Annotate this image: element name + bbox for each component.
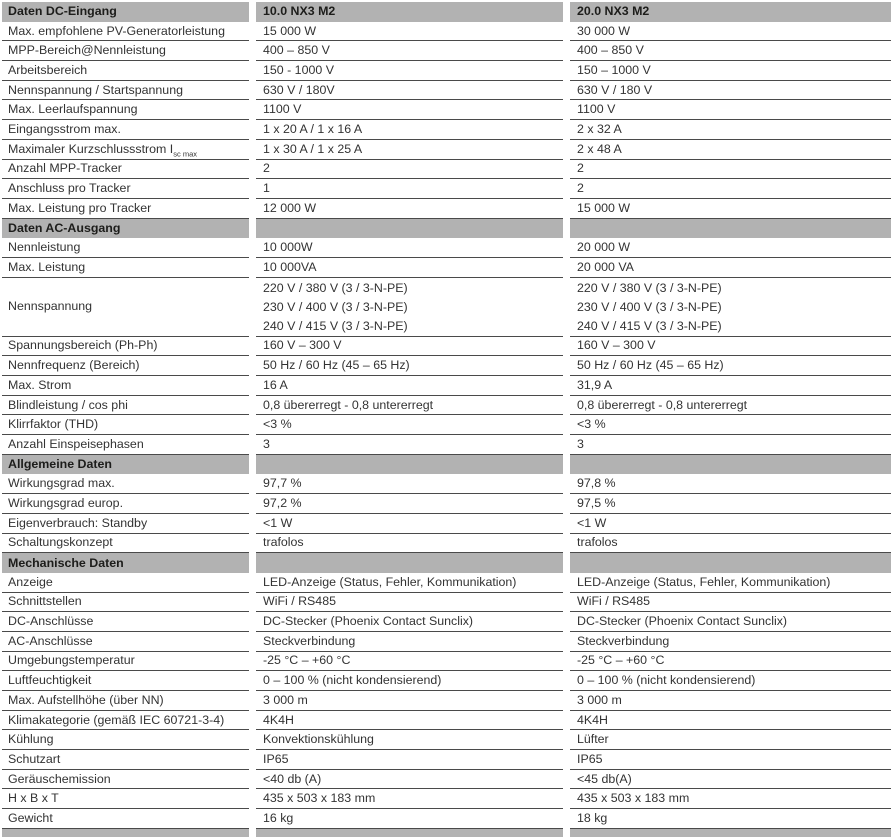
spec-value-cell: 16 A (256, 376, 563, 396)
spec-value-cell: 630 V / 180V (256, 81, 563, 101)
spec-label-cell (2, 140, 249, 160)
spec-value-cell: 97,2 % (256, 494, 563, 514)
spec-label-cell (2, 652, 249, 672)
spec-value-line: 220 V / 380 V (3 / 3-N-PE) (263, 280, 408, 295)
spec-label-text: Nennfrequenz (Bereich) (8, 358, 140, 373)
spec-value-cell: 0,8 übererregt - 0,8 untererregt (256, 396, 563, 416)
spec-value-cell (256, 278, 563, 337)
spec-label-text: Schaltungskonzept (8, 535, 113, 550)
spec-value-cell: <3 % (570, 415, 891, 435)
spec-value-cell: 3 000 m (570, 691, 891, 711)
spec-value-cell: 2 (256, 160, 563, 180)
spec-label-cell (2, 179, 249, 199)
spec-label-cell (2, 22, 249, 42)
spec-value-line: 220 V / 380 V (3 / 3-N-PE) (577, 280, 722, 295)
spec-value-cell: 97,5 % (570, 494, 891, 514)
spec-value-cell: <40 db (A) (256, 770, 563, 790)
spec-value-cell: <1 W (570, 514, 891, 534)
spec-value-cell: 15 000 W (570, 199, 891, 219)
spec-value-cell: IP65 (256, 750, 563, 770)
spec-value-cell: 1100 V (570, 100, 891, 120)
spec-label-cell (2, 415, 249, 435)
spec-label-text: Max. Leistung (8, 259, 86, 274)
spec-label-cell (2, 494, 249, 514)
spec-value-cell: 30 000 W (570, 22, 891, 42)
section-header-cell: Daten DC-Eingang (2, 2, 249, 22)
section-header-cell: Allgemeine Daten (2, 455, 249, 475)
spec-value-cell: 400 – 850 V (570, 41, 891, 61)
spec-value-cell: LED-Anzeige (Status, Fehler, Kommunikation) (256, 573, 563, 593)
spec-value-cell: 10 000VA (256, 258, 563, 278)
spec-value-cell: 1 (256, 179, 563, 199)
spec-label-text: H x B x T (8, 791, 59, 806)
spec-label-cell (2, 356, 249, 376)
footer-section-band (2, 829, 249, 837)
spec-value-cell: 2 (570, 160, 891, 180)
spec-value-cell: LED-Anzeige (Status, Fehler, Kommunikation) (570, 573, 891, 593)
spec-label-text: Anzeige (8, 574, 53, 589)
column-title-cell: 10.0 NX3 M2 (256, 2, 563, 22)
spec-label-text: Eigenverbrauch: Standby (8, 515, 148, 530)
spec-label-text: Anzahl Einspeisephasen (8, 436, 144, 451)
spec-label-text: Max. Aufstellhöhe (über NN) (8, 692, 164, 707)
spec-label-text: Klimakategorie (gemäß IEC 60721-3-4) (8, 712, 225, 727)
spec-label-text: Max. Leerlaufspannung (8, 102, 138, 117)
spec-value-cell: 435 x 503 x 183 mm (570, 789, 891, 809)
spec-label-cell (2, 278, 249, 337)
spec-label-cell (2, 711, 249, 731)
spec-value-cell: 1 x 30 A / 1 x 25 A (256, 140, 563, 160)
spec-value-cell: 16 kg (256, 809, 563, 829)
spec-value-cell: 3 (256, 435, 563, 455)
spec-label-text: Anschluss pro Tracker (8, 181, 131, 196)
spec-label-cell (2, 160, 249, 180)
spec-value-cell: 97,7 % (256, 474, 563, 494)
spec-label-text: Maximaler Kurzschlussstrom $I_{sc max}$ (8, 141, 198, 159)
spec-value-cell: <3 % (256, 415, 563, 435)
spec-label-cell (2, 120, 249, 140)
spec-value-line: 230 V / 400 V (3 / 3-N-PE) (263, 299, 408, 314)
section-header-spacer-cell (256, 553, 563, 573)
spec-value-cell: DC-Stecker (Phoenix Contact Sunclix) (570, 612, 891, 632)
spec-label-text: Wirkungsgrad europ. (8, 495, 124, 510)
spec-label-cell (2, 789, 249, 809)
spec-label-text: Kühlung (8, 732, 54, 747)
spec-label-cell (2, 258, 249, 278)
spec-label-text: Geräuschemission (8, 771, 111, 786)
spec-label-cell (2, 809, 249, 829)
spec-value-cell: 50 Hz / 60 Hz (45 – 65 Hz) (570, 356, 891, 376)
spec-label-cell (2, 100, 249, 120)
spec-value-cell: DC-Stecker (Phoenix Contact Sunclix) (256, 612, 563, 632)
spec-value-cell: 1100 V (256, 100, 563, 120)
spec-value-line: 230 V / 400 V (3 / 3-N-PE) (577, 299, 722, 314)
spec-value-cell (570, 278, 891, 337)
spec-label-text: Anzahl MPP-Tracker (8, 161, 122, 176)
spec-value-cell: 18 kg (570, 809, 891, 829)
spec-label-text: Max. empfohlene PV-Generatorleistung (8, 23, 225, 38)
footer-section-band (570, 829, 891, 837)
spec-value-cell: Steckverbindung (256, 632, 563, 652)
spec-label-text: Klirrfaktor (THD) (8, 417, 99, 432)
spec-label-cell (2, 514, 249, 534)
spec-value-cell: 150 - 1000 V (256, 61, 563, 81)
spec-label-cell (2, 593, 249, 613)
section-header-spacer-cell (256, 455, 563, 475)
spec-label-text: AC-Anschlüsse (8, 633, 93, 648)
spec-label-subscript: sc max (173, 149, 198, 159)
spec-value-cell: 4K4H (570, 711, 891, 731)
spec-label-cell (2, 238, 249, 258)
footer-section-band (256, 829, 563, 837)
spec-label-text: Nennspannung / Startspannung (8, 82, 183, 97)
spec-label-text: Gewicht (8, 810, 53, 825)
spec-table (2, 2, 891, 837)
spec-label-text: Wirkungsgrad max. (8, 476, 115, 491)
spec-value-cell: 10 000W (256, 238, 563, 258)
spec-value-cell: 150 – 1000 V (570, 61, 891, 81)
spec-label-cell (2, 435, 249, 455)
section-header-spacer-cell (570, 455, 891, 475)
spec-value-cell: 20 000 VA (570, 258, 891, 278)
spec-value-cell: trafolos (570, 534, 891, 554)
spec-label-text: Schutzart (8, 751, 61, 766)
spec-label-text: Max. Leistung pro Tracker (8, 200, 152, 215)
column-title-cell: 20.0 NX3 M2 (570, 2, 891, 22)
spec-label-cell (2, 41, 249, 61)
section-header-spacer-cell (570, 219, 891, 239)
spec-value-cell: 12 000 W (256, 199, 563, 219)
spec-label-cell (2, 376, 249, 396)
spec-label-text: Arbeitsbereich (8, 62, 88, 77)
spec-value-cell: 15 000 W (256, 22, 563, 42)
spec-label-cell (2, 573, 249, 593)
spec-label-text: Max. Strom (8, 377, 72, 392)
spec-label-cell (2, 730, 249, 750)
spec-value-cell: 160 V – 300 V (570, 337, 891, 357)
spec-value-cell: WiFi / RS485 (256, 593, 563, 613)
spec-label-text: Nennleistung (8, 240, 81, 255)
spec-value-cell: <1 W (256, 514, 563, 534)
spec-label-cell (2, 770, 249, 790)
spec-label-cell (2, 61, 249, 81)
spec-value-cell: 50 Hz / 60 Hz (45 – 65 Hz) (256, 356, 563, 376)
spec-label-text: Schnittstellen (8, 594, 82, 609)
spec-value-cell: <45 db(A) (570, 770, 891, 790)
spec-value-cell: 435 x 503 x 183 mm (256, 789, 563, 809)
spec-value-cell: Lüfter (570, 730, 891, 750)
spec-label-cell (2, 691, 249, 711)
spec-value-cell: -25 °C – +60 °C (570, 652, 891, 672)
spec-label-cell (2, 81, 249, 101)
spec-value-cell: 630 V / 180 V (570, 81, 891, 101)
spec-value-cell: 0 – 100 % (nicht kondensierend) (256, 671, 563, 691)
spec-label-cell (2, 396, 249, 416)
spec-value-cell: IP65 (570, 750, 891, 770)
spec-value-cell: Steckverbindung (570, 632, 891, 652)
section-header-cell: Daten AC-Ausgang (2, 219, 249, 239)
spec-label-cell (2, 474, 249, 494)
spec-value-cell: 0,8 übererregt - 0,8 untererregt (570, 396, 891, 416)
spec-value-cell: 31,9 A (570, 376, 891, 396)
spec-value-line: 240 V / 415 V (3 / 3-N-PE) (577, 319, 722, 334)
spec-value-cell: Konvektionskühlung (256, 730, 563, 750)
spec-label-cell (2, 612, 249, 632)
spec-label-cell (2, 632, 249, 652)
spec-value-cell: 20 000 W (570, 238, 891, 258)
spec-value-cell: 160 V – 300 V (256, 337, 563, 357)
spec-label-text: Eingangsstrom max. (8, 121, 121, 136)
spec-value-cell: 3 000 m (256, 691, 563, 711)
spec-label-cell (2, 750, 249, 770)
spec-value-cell: trafolos (256, 534, 563, 554)
spec-value-cell: 2 (570, 179, 891, 199)
spec-value-cell: 1 x 20 A / 1 x 16 A (256, 120, 563, 140)
spec-label-text: Umgebungstemperatur (8, 653, 135, 668)
spec-value-cell: 3 (570, 435, 891, 455)
spec-label-text: MPP-Bereich@Nennleistung (8, 43, 166, 58)
spec-label-text: Spannungsbereich (Ph-Ph) (8, 338, 158, 353)
spec-label-cell (2, 671, 249, 691)
section-header-spacer-cell (570, 553, 891, 573)
spec-value-cell: 400 – 850 V (256, 41, 563, 61)
spec-value-cell: 2 x 32 A (570, 120, 891, 140)
spec-value-cell: 2 x 48 A (570, 140, 891, 160)
spec-label-text: Blindleistung / cos phi (8, 397, 128, 412)
section-header-spacer-cell (256, 219, 563, 239)
spec-label-text: Nennspannung (8, 299, 93, 314)
spec-label-text: DC-Anschlüsse (8, 614, 94, 629)
spec-label-text: Luftfeuchtigkeit (8, 673, 92, 688)
spec-value-cell: 97,8 % (570, 474, 891, 494)
spec-value-cell: -25 °C – +60 °C (256, 652, 563, 672)
spec-value-cell: 0 – 100 % (nicht kondensierend) (570, 671, 891, 691)
spec-label-cell (2, 534, 249, 554)
spec-value-cell: WiFi / RS485 (570, 593, 891, 613)
spec-label-cell (2, 337, 249, 357)
spec-label-cell (2, 199, 249, 219)
spec-value-line: 240 V / 415 V (3 / 3-N-PE) (263, 319, 408, 334)
section-header-cell: Mechanische Daten (2, 553, 249, 573)
spec-value-cell: 4K4H (256, 711, 563, 731)
